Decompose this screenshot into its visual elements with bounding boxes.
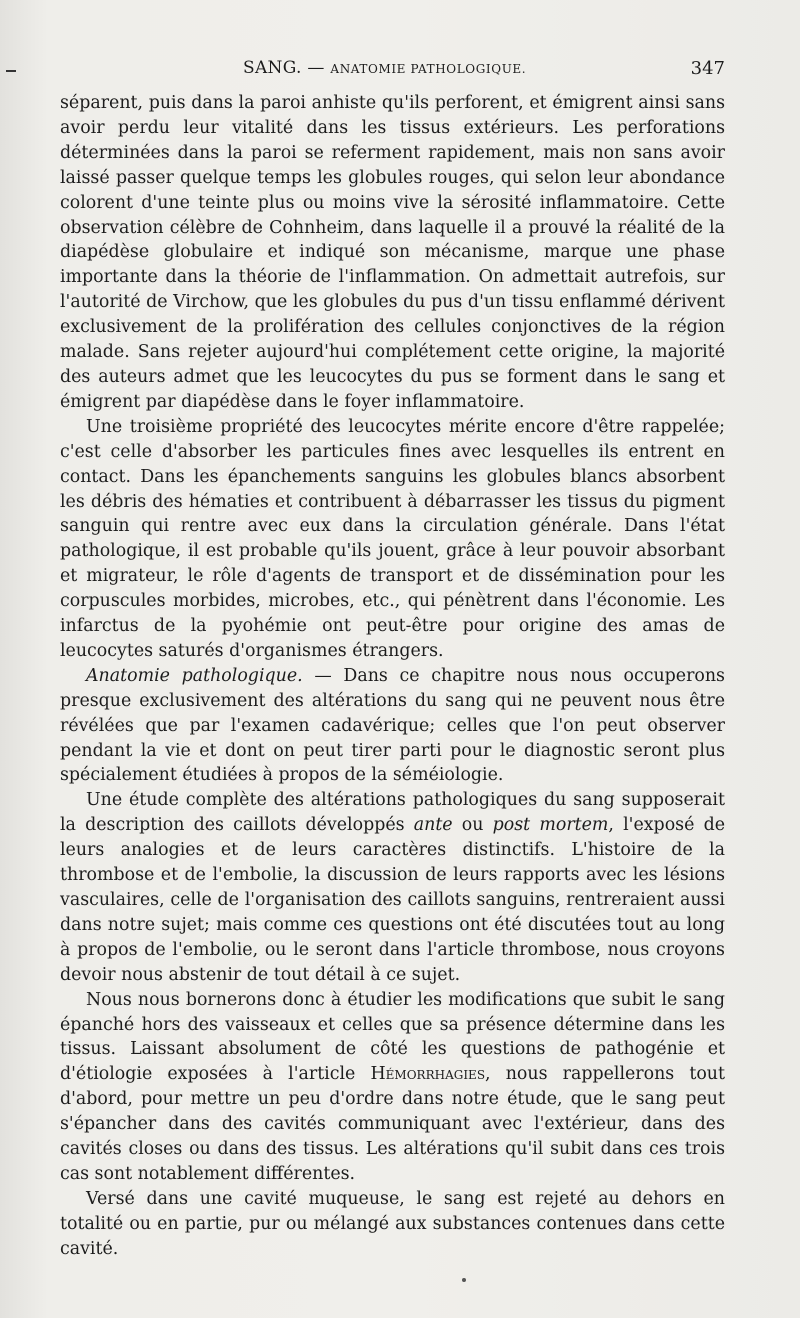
paragraph-2: Une troisième propriété des leucocytes mérite encore d'être rappelée; c'est celle d'absorber les particules fines avec lesquelles ils entrent en contact. Dans les épanchements sanguins les globules blancs absorbent les débris des hématies et contribuent à débarrasser les tissus du pigment sanguin qui rentre avec eux dans la circulation générale. Dans l'état pathologique, il est probable qu'ils jouent, grâce à leur pouvoir absorbant et migrateur, le rôle d'agents de transport et de dissémination pour les corpuscules morbides, microbes, etc., qui pénètrent dans l'économie. Les infarctus de la pyohémie ont peut-être pour origine des amas de leucocytes saturés d'organismes étrangers. xyxy=(60,416,725,661)
section-heading: Anatomie pathologique. xyxy=(86,665,303,686)
running-head xyxy=(243,58,526,78)
article-reference: Hémorrhagies xyxy=(370,1064,486,1085)
running-head-title: SANG. xyxy=(243,58,302,78)
term-ante: ante xyxy=(413,815,453,836)
paragraph-6: Versé dans une cavité muqueuse, le sang est rejeté au dehors en totalité ou en partie, pur ou mélangé aux substances contenues dans cette cavité. xyxy=(60,1188,725,1259)
page-number: 347 xyxy=(690,58,725,79)
paragraph-5: Nous nous bornerons donc à étudier les modifications que subit le sang épanché hors des vaisseaux et celles que sa présence détermine dans les tissus. Laissant absolument de côté les questions de pathogénie et d'étiologie exposées à l'article Hémorrhagies, nous rappellerons tout d'abord, pour mettre un peu d'ordre dans notre étude, que le sang peut s'épancher dans des cavités communiquant avec l'extérieur, dans des cavités closes ou dans des tissus. Les altérations qu'il subit dans ces trois cas sont notablement différentes. xyxy=(60,989,725,1184)
term-post-mortem: post mortem xyxy=(492,815,609,836)
paragraph-1: séparent, puis dans la paroi anhiste qu'ils perforent, et émigrent ainsi sans avoir perdu leur vitalité dans les tissus extérieurs. Les perforations déterminées dans la paroi se referment rapidement, mais non sans avoir laissé passer quelque temps les globules rouges, qui selon leur abondance colorent d'une teinte plus ou moins vive la sérosité inflammatoire. Cette observation célèbre de Cohnheim, dans laquelle il a prouvé la réalité de la diapédèse globulaire et indiqué son mécanisme, marque une phase importante dans la théorie de l'inflammation. On admettait autrefois, sur l'autorité de Virchow, que les globules du pus d'un tissu enflammé dérivent exclusivement de la prolifération des cellules conjonctives de la région malade. Sans rejeter aujourd'hui complétement cette origine, la majorité des auteurs admet que les leucocytes du pus se forment dans le sang et émigrent par diapédèse dans le foyer inflammatoire. xyxy=(60,93,725,412)
paragraph-4: Une étude complète des altérations pathologiques du sang supposerait la description des caillots développés ante ou post mortem, l'exposé de leurs analogies et de leurs caractères distinctifs. L'histoire de la thrombose et de l'embolie, la discussion de leurs rapports avec les lésions vasculaires, celle de l'organisation des caillots sanguins, rentreraient aussi dans notre sujet; mais comme ces questions ont été discutées tout au long à propos de l'embolie, ou le seront dans l'article thrombose, nous croyons devoir nous abstenir de tout détail à ce sujet. xyxy=(60,790,725,985)
paragraph-3-text: — Dans ce chapitre nous nous occuperons presque exclusivement des altérations du sang qui ne peuvent nous être révélées que par l'examen cadavérique; celles que l'on peut observer pendant la vie et dont on peut tirer parti pour le diagnostic seront plus spécialement étudiées à propos de la séméiologie. xyxy=(60,665,725,786)
page-header xyxy=(60,58,725,86)
running-head-dash: — xyxy=(307,58,331,78)
body-text xyxy=(60,91,725,1262)
paragraph-3 xyxy=(60,664,725,789)
margin-mark xyxy=(6,70,16,72)
running-head-subtitle: ANATOMIE PATHOLOGIQUE. xyxy=(330,62,527,76)
ink-dot xyxy=(462,1278,466,1282)
